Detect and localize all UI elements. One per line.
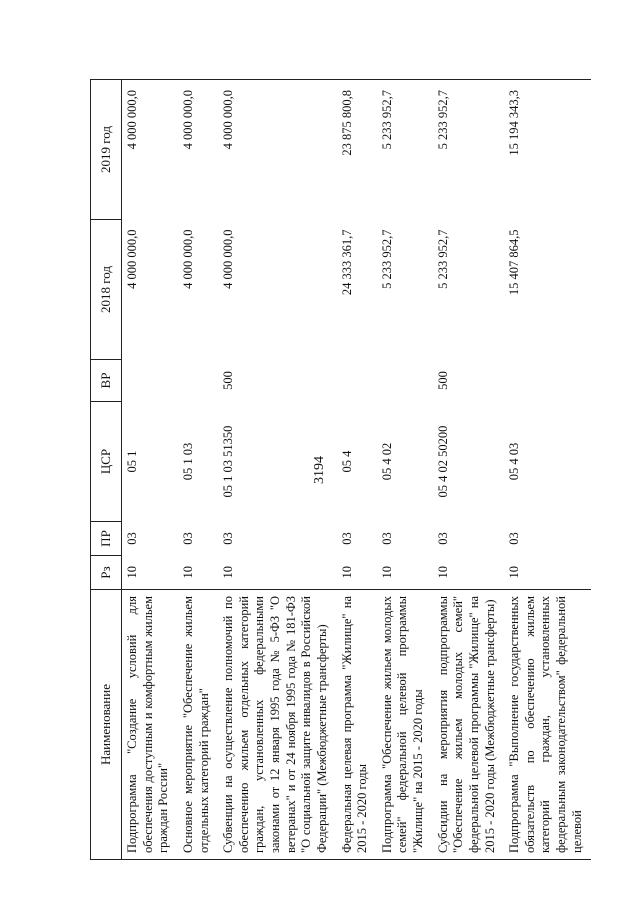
- header-pr: ПР: [91, 522, 122, 556]
- row-name: Подпрограмма "Создание условий для обеспечения доступным и комфортным жильем граждан России": [122, 590, 178, 860]
- row-2019: 4 000 000,0: [122, 80, 178, 220]
- header-csr: ЦСР: [91, 402, 122, 522]
- row-vr: 500: [435, 371, 450, 390]
- row-rz: 10: [339, 566, 354, 579]
- row-csr: 05 4 02 50200: [435, 425, 450, 498]
- row-csr: 05 4 02: [379, 442, 394, 481]
- row-name: Субвенции на осуществление полномочий по обеспечению жильем отдельных категорий граждан, установленных федеральными законами от 12 января 1995 года № 5-ФЗ "О ветеранах" и от 24 ноября 1995 года № 181-ФЗ "О социальной защите инвалидов в Российской Федерации" (Межбюджетные трансферты): [218, 590, 336, 860]
- row-pr: 03: [125, 532, 139, 545]
- row-pr: 03: [339, 532, 354, 545]
- table-row: [377, 80, 433, 860]
- row-csr: 05 1: [125, 450, 139, 473]
- table-row: [122, 80, 178, 860]
- row-vr: [377, 360, 433, 402]
- row-pr: 03: [435, 532, 450, 545]
- row-name: Подпрограмма "Обеспечение жильем молодых семей" федеральной целевой программы "Жилище" на 2015 - 2020 годы: [377, 590, 433, 860]
- row-rz: 10: [221, 566, 236, 579]
- row-vr: [337, 360, 377, 402]
- header-vr: ВР: [91, 360, 122, 402]
- row-csr: 05 1 03: [180, 442, 195, 481]
- row-2018: 4 000 000,0: [221, 229, 236, 289]
- row-name: Основное мероприятие "Обеспечение жильем отдельных категорий граждан": [178, 590, 218, 860]
- row-2019: 5 233 952,7: [433, 80, 505, 220]
- header-2019: 2019 год: [91, 80, 122, 220]
- row-name: Федеральная целевая программа "Жилище" на 2015 - 2020 годы: [337, 590, 377, 860]
- table-row: [218, 80, 336, 860]
- table-row: [178, 80, 218, 860]
- row-pr: 03: [379, 532, 394, 545]
- row-2019: 5 233 952,7: [377, 80, 433, 220]
- row-2019: 4 000 000,0: [178, 80, 218, 220]
- row-vr: [178, 360, 218, 402]
- row-2018: 15 407 864,5: [507, 229, 522, 296]
- budget-table-area: [90, 80, 590, 860]
- budget-table: [90, 79, 591, 860]
- header-name: Наименование: [91, 590, 122, 860]
- row-rz: 10: [180, 566, 195, 579]
- row-rz: 10: [379, 566, 394, 579]
- row-2019: 15 194 343,3: [504, 80, 591, 220]
- row-csr: 05 4: [339, 450, 354, 473]
- row-csr: 05 4 03: [507, 442, 522, 481]
- table-header-row: [91, 80, 122, 860]
- page-number: 3194: [312, 456, 327, 484]
- row-rz: 10: [507, 566, 522, 579]
- row-2018: 24 333 361,7: [339, 229, 354, 296]
- row-2018: 4 000 000,0: [180, 229, 195, 289]
- row-name: Подпрограмма "Выполнение государственных обязательств по обеспечению жильем категорий граждан, установленных федеральным законодательством" федеральной целевой: [504, 590, 591, 860]
- header-2018: 2018 год: [91, 220, 122, 360]
- row-vr: [504, 360, 591, 402]
- row-2019: 4 000 000,0: [218, 80, 336, 220]
- row-2018: 5 233 952,7: [379, 229, 394, 289]
- row-name: Субсидии на мероприятия подпрограммы "Обеспечение жильем молодых семей" федеральной целевой программы "Жилище" на 2015 - 2020 годы (Межбюджетные трансферты): [433, 590, 505, 860]
- header-rz: Рз: [91, 556, 122, 590]
- rotated-table-container: [90, 80, 590, 860]
- row-pr: 03: [221, 532, 236, 545]
- row-pr: 03: [507, 532, 522, 545]
- row-2018: 5 233 952,7: [435, 229, 450, 289]
- table-row: [504, 80, 591, 860]
- row-csr: 05 1 03 51350: [221, 425, 236, 498]
- row-rz: 10: [435, 566, 450, 579]
- row-2019: 23 875 800,8: [337, 80, 377, 220]
- row-vr: 500: [221, 371, 236, 390]
- row-pr: 03: [180, 532, 195, 545]
- row-2018: 4 000 000,0: [125, 229, 139, 289]
- table-row: [337, 80, 377, 860]
- table-row: [433, 80, 505, 860]
- row-vr: [122, 360, 178, 402]
- row-rz: 10: [125, 566, 139, 579]
